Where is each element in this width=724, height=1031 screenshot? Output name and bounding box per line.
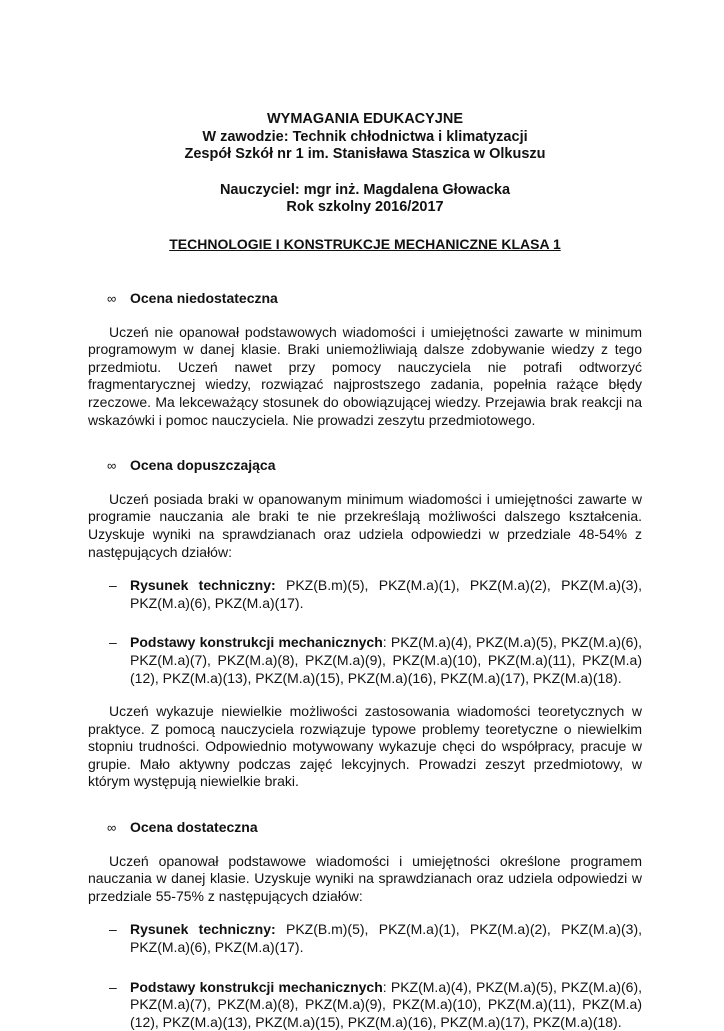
section-title: Ocena dostateczna bbox=[130, 819, 258, 836]
section-heading-niedostateczna bbox=[88, 290, 642, 308]
list-item bbox=[88, 979, 642, 1031]
section-title: Ocena dopuszczająca bbox=[130, 457, 276, 474]
item-label: Rysunek techniczny: bbox=[130, 921, 276, 938]
section-heading-dopuszczajaca bbox=[88, 457, 642, 475]
school-year-line: Rok szkolny 2016/2017 bbox=[286, 199, 444, 215]
item-label: Podstawy konstrukcji mechanicznych bbox=[130, 634, 383, 651]
item-text: PKZ(B.m)(5), PKZ(M.a)(1), PKZ(M.a)(2), PKZ(M.a)(3), PKZ(M.a)(6), PKZ(M.a)(17). bbox=[130, 921, 643, 956]
infinity-bullet-icon: ∞ bbox=[107, 291, 117, 306]
dash-bullet-icon: – bbox=[109, 978, 117, 995]
list-item bbox=[88, 921, 642, 956]
dash-bullet-icon: – bbox=[109, 634, 117, 651]
paragraph: Uczeń opanował podstawowe wiadomości i umiejętności określone programem nauczania w danej klasie. Uzyskuje wyniki na sprawdzianach oraz udziela odpowiedzi w przedziale 55-75% z następujących działów: bbox=[88, 852, 642, 904]
section-title: Ocena niedostateczna bbox=[130, 290, 278, 306]
subject-heading: TECHNOLOGIE I KONSTRUKCJE MECHANICZNE KLASA 1 bbox=[169, 235, 561, 252]
dash-bullet-icon: – bbox=[109, 921, 117, 938]
document-title: WYMAGANIA EDUKACYJNE bbox=[266, 111, 464, 127]
dash-bullet-icon: – bbox=[109, 577, 117, 594]
school-line: Zespół Szkół nr 1 im. Stanisława Staszica w Olkuszu bbox=[184, 146, 546, 162]
item-text: : PKZ(M.a)(4), PKZ(M.a)(5), PKZ(M.a)(6), PKZ(M.a)(7), PKZ(M.a)(8), PKZ(M.a)(9), PKZ(M.a)(10), PKZ(M.a)(11), PKZ(M.a)(12), PKZ(M.a)(13), PKZ(M.a)(15), PKZ(M.a)(16), PKZ(M.a)(17), PKZ(M.a)(18). bbox=[130, 634, 642, 686]
paragraph: Uczeń posiada braki w opanowanym minimum wiadomości i umiejętności zawarte w programie nauczania ale braki te nie przekreślają możliwości dalszego kształcenia. Uzyskuje wyniki na sprawdzianach oraz udziela odpowiedzi w przedziale 48-54% z następujących działów: bbox=[88, 490, 642, 560]
list-item bbox=[88, 634, 642, 687]
infinity-bullet-icon: ∞ bbox=[107, 458, 117, 474]
item-label: Rysunek techniczny: bbox=[130, 577, 276, 594]
paragraph: Uczeń nie opanował podstawowych wiadomości i umiejętności zawarte w minimum programowym w danej klasie. Braki uniemożliwiają dalsze zdobywanie wiedzy z tego przedmiotu. Uczeń nawet przy pomocy nauczyciela nie potrafi odtworzyć fragmentarycznej wiedzy, rozwiązać najprostszego zadania, popełnia rażące błędy rzeczowe. Ma lekceważący stosunek do obowiązującej wiedzy. Przejawia brak reakcji na wskazówki i pomoc nauczyciela. Nie prowadzi zeszytu przedmiotowego. bbox=[88, 323, 642, 428]
item-label: Podstawy konstrukcji mechanicznych bbox=[130, 978, 383, 995]
section-heading-dostateczna bbox=[88, 819, 642, 837]
item-text: PKZ(B.m)(5), PKZ(M.a)(1), PKZ(M.a)(2), PKZ(M.a)(3), PKZ(M.a)(6), PKZ(M.a)(17). bbox=[130, 577, 643, 611]
profession-line: W zawodzie: Technik chłodnictwa i klimatyzacji bbox=[202, 128, 528, 145]
list-item bbox=[88, 577, 642, 612]
teacher-line: Nauczyciel: mgr inż. Magdalena Głowacka bbox=[219, 181, 511, 198]
infinity-bullet-icon: ∞ bbox=[107, 820, 117, 836]
item-text: : PKZ(M.a)(4), PKZ(M.a)(5), PKZ(M.a)(6), PKZ(M.a)(7), PKZ(M.a)(8), PKZ(M.a)(9), PKZ(M.a)(10), PKZ(M.a)(11), PKZ(M.a)(12), PKZ(M.a)(13), PKZ(M.a)(15), PKZ(M.a)(16), PKZ(M.a)(17), PKZ(M.a)(18). bbox=[130, 978, 642, 1030]
paragraph: Uczeń wykazuje niewielkie możliwości zastosowania wiadomości teoretycznych w praktyce. Z pomocą nauczyciela rozwiązuje typowe problemy teoretyczne o niewielkim stopniu trudności. Odpowiednio motywowany wykazuje chęci do współpracy, pracuje w grupie. Mało aktywny podczas zajęć lekcyjnych. Prowadzi zeszyt przedmiotowy, w którym występują niewielkie braki. bbox=[88, 703, 642, 790]
